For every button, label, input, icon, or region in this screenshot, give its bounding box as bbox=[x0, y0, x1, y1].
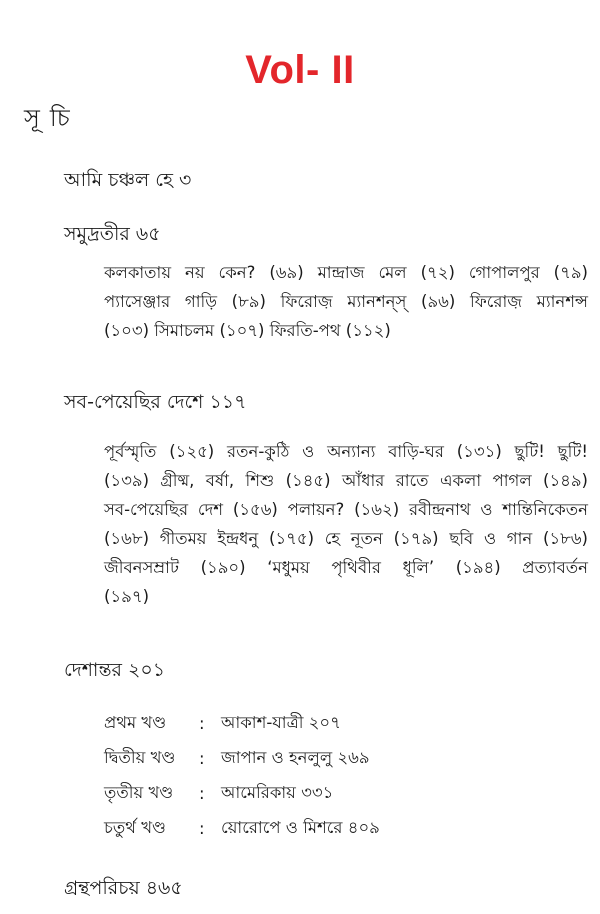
part-name: প্রথম খণ্ড bbox=[104, 713, 167, 732]
entry-line: (১৯৭) bbox=[104, 587, 150, 606]
contents-heading: সূচি bbox=[24, 104, 80, 132]
entry-line: জীবনসম্রাট (১৯০) ‘মধুময় পৃথিবীর ধূলি’ (১৯৪) প্রত্যাবর্তন bbox=[104, 558, 588, 577]
part-name: দ্বিতীয় খণ্ড bbox=[104, 748, 176, 767]
part-colon: : bbox=[199, 819, 205, 838]
part-colon: : bbox=[199, 749, 205, 768]
section-entries-sab-peyechhir-deshe bbox=[104, 437, 588, 611]
deshantar-parts-list bbox=[104, 706, 380, 846]
part-row bbox=[104, 811, 380, 846]
entry-line: সব-পেয়েছির দেশ (১৫৬) পলায়ন? (১৬২) রবীন্দ্রনাথ ও শান্তিনিকেতন bbox=[104, 500, 588, 519]
entry-line: (১৬৮) গীতময় ইন্দ্রধনু (১৭৫) হে নূতন (১৭৯) ছবি ও গান (১৮৬) bbox=[104, 529, 588, 548]
part-row bbox=[104, 741, 380, 776]
volume-title: Vol- II bbox=[245, 48, 355, 92]
part-name: চতুর্থ খণ্ড bbox=[104, 818, 167, 837]
section-title-ami-chanchal-he: আমি চঞ্চল হে ৩ bbox=[64, 169, 192, 191]
part-name: তৃতীয় খণ্ড bbox=[104, 783, 174, 802]
part-row bbox=[104, 706, 380, 741]
part-title: আমেরিকায় ৩৩১ bbox=[221, 783, 334, 802]
part-title: য়োরোপে ও মিশরে ৪০৯ bbox=[221, 818, 380, 837]
entry-line: পূর্বস্মৃতি (১২৫) রতন-কুঠি ও অন্যান্য বাড়ি-ঘর (১৩১) ছুটি! ছুটি! bbox=[104, 442, 588, 461]
section-title-deshantar: দেশান্তর ২০১ bbox=[64, 659, 166, 681]
part-colon: : bbox=[199, 784, 205, 803]
entry-line: (১৩৯) গ্রীষ্ম, বর্ষা, শিশু (১৪৫) আঁধার রাতে একলা পাগল (১৪৯) bbox=[104, 471, 588, 490]
section-title-granthaparichay: গ্রন্থপরিচয় ৪৬৫ bbox=[64, 877, 183, 899]
section-title-samudratir: সমুদ্রতীর ৬৫ bbox=[64, 223, 161, 245]
part-row bbox=[104, 776, 380, 811]
part-colon: : bbox=[199, 714, 205, 733]
entry-line: কলকাতায় নয় কেন? (৬৯) মান্দ্রাজ মেল (৭২) গোপালপুর (৭৯) bbox=[104, 263, 588, 282]
section-title-sab-peyechhir-deshe: সব-পেয়েছির দেশে ১১৭ bbox=[64, 391, 247, 413]
entry-line: প্যাসেঞ্জার গাড়ি (৮৯) ফিরোজ় ম্যানশন্স্ (৯৬) ফিরোজ় ম্যানশন্স bbox=[104, 292, 588, 311]
entry-line: (১০৩) সিমাচলম (১০৭) ফিরতি-পথ (১১২) bbox=[104, 321, 391, 340]
part-title: আকাশ-যাত্রী ২০৭ bbox=[221, 713, 341, 732]
part-title: জাপান ও হনলুলু ২৬৯ bbox=[221, 748, 370, 767]
section-entries-samudratir bbox=[104, 258, 588, 345]
